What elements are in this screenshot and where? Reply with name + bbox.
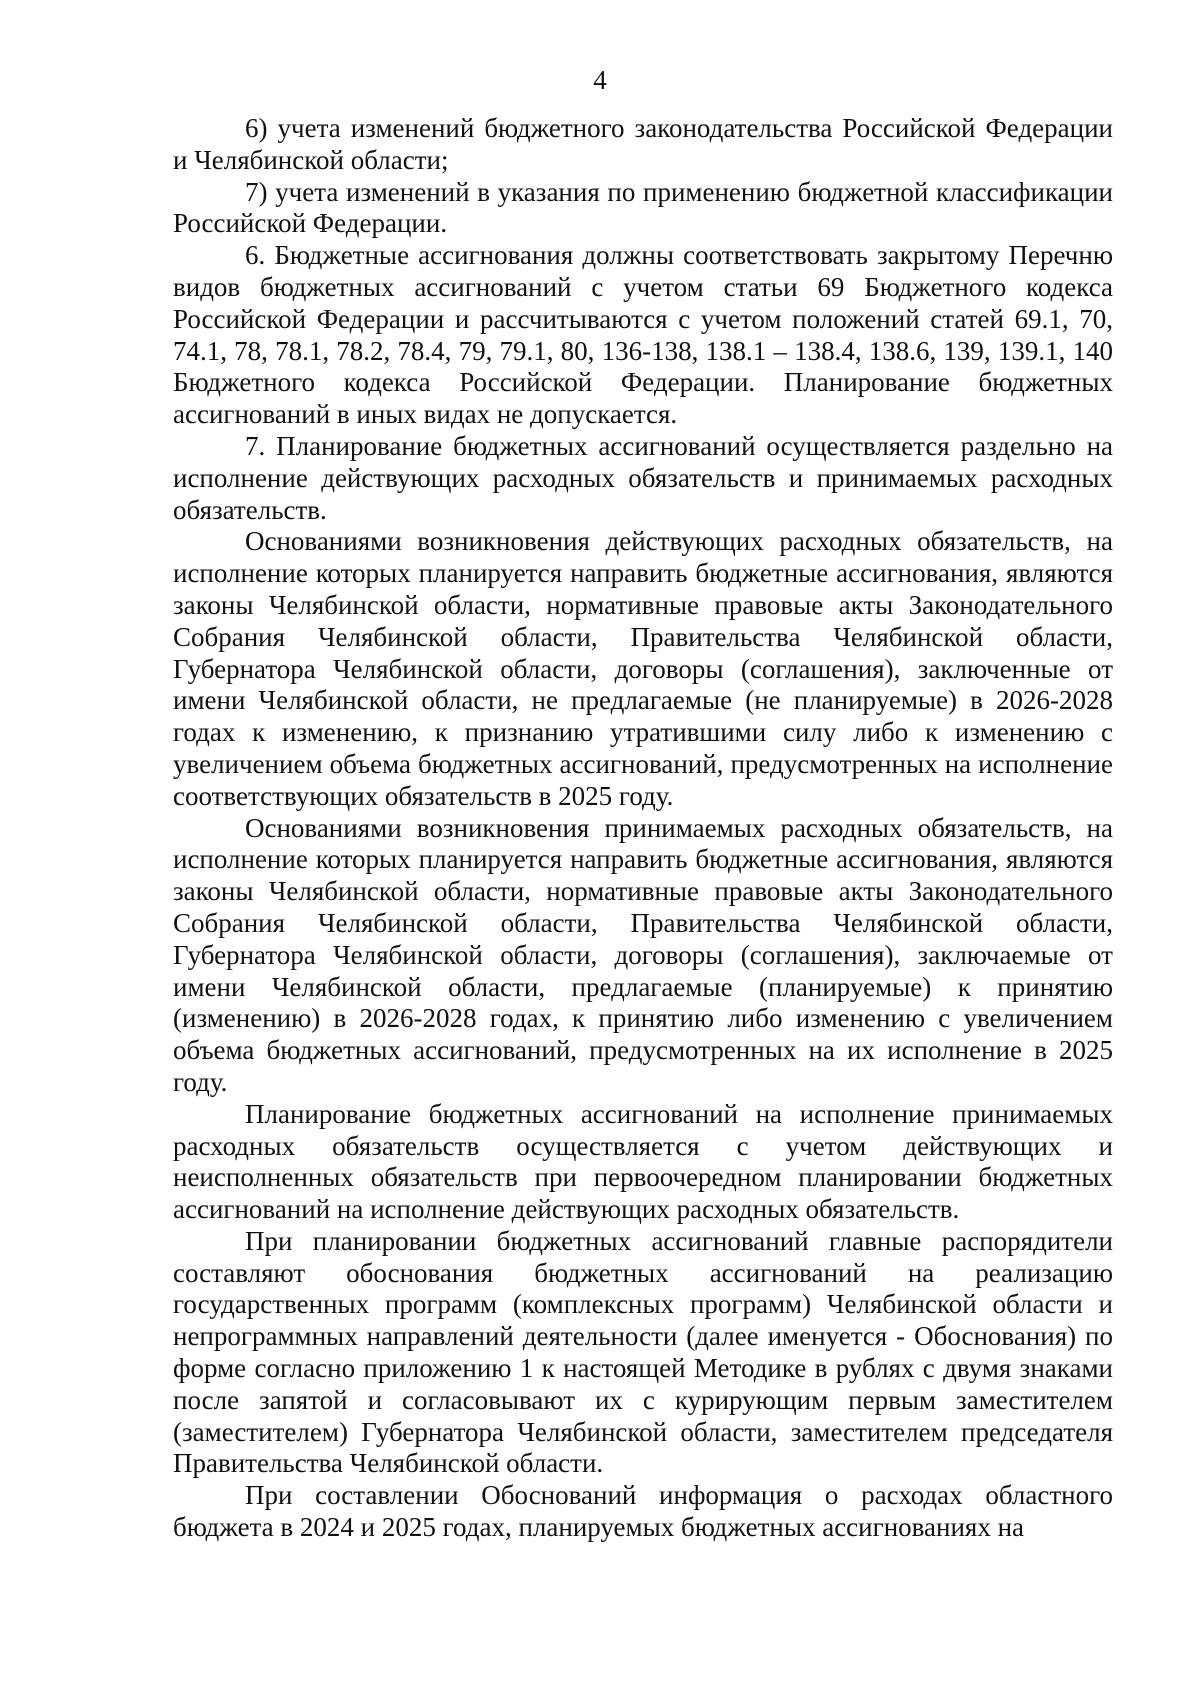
document-body xyxy=(173,113,1113,1544)
paragraph-item-6: 6) учета изменений бюджетного законодательства Российской Федерации и Челябинской области; xyxy=(173,113,1113,175)
paragraph-justifications-info: При составлении Обоснований информация о расходах областного бюджета в 2024 и 2025 годах, планируемых бюджетных ассигнованиях на xyxy=(173,1480,1113,1543)
paragraph-planning-accepted: Планирование бюджетных ассигнований на исполнение принимаемых расходных обязательств осуществляется с учетом действующих и неисполненных обязательств при первоочередном планировании бюджетных ассигнований на исполнение действующих расходных обязательств. xyxy=(173,1098,1113,1225)
paragraph-section-7: 7. Планирование бюджетных ассигнований осуществляется раздельно на исполнение действующих расходных обязательств и принимаемых расходных обязательств. xyxy=(173,430,1113,525)
paragraph-justifications: При планировании бюджетных ассигнований главные распорядители составляют обоснования бюджетных ассигнований на реализацию государственных программ (комплексных программ) Челябинской области и непрограммных направлений деятельности (далее именуется - Обоснования) по форме согласно приложению 1 к настоящей Методике в рублях с двумя знаками после запятой и согласовывают их с курирующим первым заместителем (заместителем) Губернатора Челябинской области, заместителем председателя Правительства Челябинской области. xyxy=(173,1225,1113,1479)
page-number: 4 xyxy=(593,65,607,95)
paragraph-section-6: 6. Бюджетные ассигнования должны соответствовать закрытому Перечню видов бюджетных ассигнований с учетом статьи 69 Бюджетного кодекса Российской Федерации и рассчитываются с учетом положений статей 69.1, 70, 74.1, 78, 78.1, 78.2, 78.4, 79, 79.1, 80, 136-138, 138.1 – 138.4, 138.6, 139, 139.1, 140 Бюджетного кодекса Российской Федерации. Планирование бюджетных ассигнований в иных видах не допускается. xyxy=(173,240,1113,430)
paragraph-existing-obligations: Основаниями возникновения действующих расходных обязательств, на исполнение которых планируется направить бюджетные ассигнования, являются законы Челябинской области, нормативные правовые акты Законодательного Собрания Челябинской области, Правительства Челябинской области, Губернатора Челябинской области, договоры (соглашения), заключенные от имени Челябинской области, не предлагаемые (не планируемые) в 2026-2028 годах к изменению, к признанию утратившими силу либо к изменению с увеличением объема бюджетных ассигнований, предусмотренных на исполнение соответствующих обязательств в 2025 году. xyxy=(173,526,1113,811)
paragraph-accepted-obligations: Основаниями возникновения принимаемых расходных обязательств, на исполнение которых планируется направить бюджетные ассигнования, являются законы Челябинской области, нормативные правовые акты Законодательного Собрания Челябинской области, Правительства Челябинской области, Губернатора Челябинской области, договоры (соглашения), заключаемые от имени Челябинской области, предлагаемые (планируемые) к принятию (изменению) в 2026-2028 годах, к принятию либо изменению с увеличением объема бюджетных ассигнований, предусмотренных на их исполнение в 2025 году. xyxy=(173,812,1113,1097)
paragraph-item-7: 7) учета изменений в указания по применению бюджетной классификации Российской Федерации. xyxy=(173,176,1113,239)
